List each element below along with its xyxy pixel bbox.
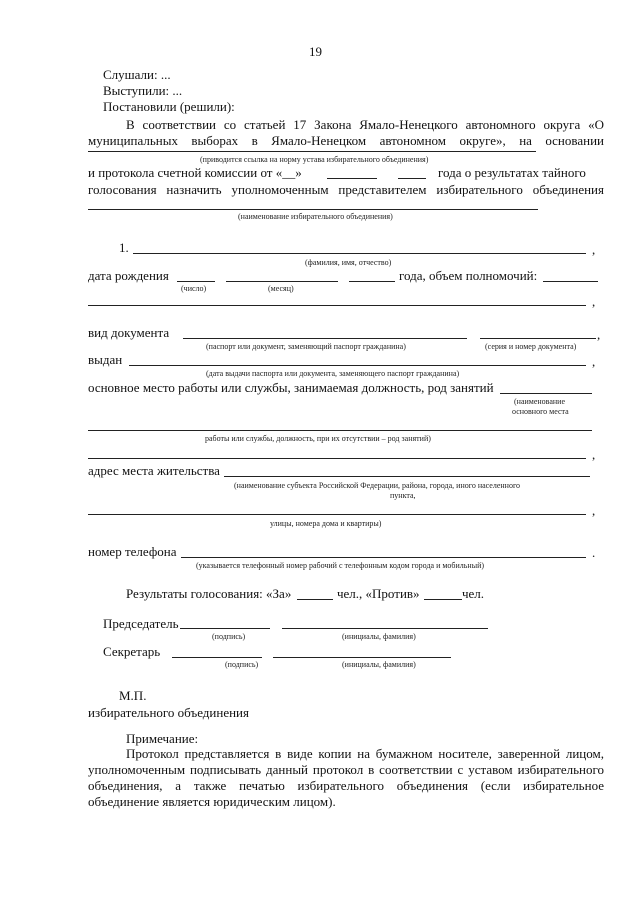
hint-work-a2: основного места bbox=[512, 407, 569, 416]
main-text-line3a: и протокола счетной комиссии от «__» bbox=[88, 165, 302, 180]
hint-norm: (приводится ссылка на норму устава избирательного объединения) bbox=[200, 155, 429, 164]
address-label: адрес места жительства bbox=[88, 463, 220, 478]
year-label: года, объем полномочий: bbox=[399, 268, 538, 283]
work-line[interactable] bbox=[500, 393, 592, 394]
stamp-org: избирательного объединения bbox=[88, 705, 249, 720]
hint-addr-3: улицы, номера дома и квартиры) bbox=[270, 519, 382, 528]
chair-hint-initials: (инициалы, фамилия) bbox=[342, 632, 416, 641]
secretary-label: Секретарь bbox=[103, 644, 161, 659]
hint-work-a1: (наименование bbox=[514, 397, 566, 406]
address-line[interactable] bbox=[224, 476, 590, 477]
hint-fio: (фамилия, имя, отчество) bbox=[305, 258, 392, 267]
birth-label: дата рождения bbox=[88, 268, 169, 283]
comma-2: , bbox=[592, 294, 596, 309]
powers-line[interactable] bbox=[543, 281, 598, 282]
fio-line[interactable] bbox=[133, 253, 586, 254]
chair-name-line[interactable] bbox=[282, 628, 488, 629]
hint-phone: (указывается телефонный номер рабочий с телефонным кодом города и мобильный) bbox=[196, 561, 485, 570]
doc-series-line[interactable] bbox=[480, 338, 596, 339]
birth-year-line[interactable] bbox=[349, 281, 395, 282]
org-name-line[interactable] bbox=[88, 209, 538, 210]
note-text: Протокол представляется в виде копии на бумажном носителе, заверенной лицом, уполномоченным подписывать данный протокол в соответствии с уставом избирательного объединения, а также печатью избирательного объединения (если избирательное объединение является юридическим лицом). bbox=[88, 746, 604, 809]
hint-org-name: (наименование избирательного объединения) bbox=[238, 212, 393, 221]
doc-label: вид документа bbox=[88, 325, 170, 340]
chair-hint-sign: (подпись) bbox=[212, 632, 246, 641]
issued-line[interactable] bbox=[129, 365, 586, 366]
address-line-2[interactable] bbox=[88, 514, 586, 515]
chair-label: Председатель bbox=[103, 616, 179, 631]
hint-addr-2: пункта, bbox=[390, 491, 416, 500]
comma-4: , bbox=[592, 354, 596, 369]
stamp-mp: М.П. bbox=[119, 688, 147, 703]
secretary-name-line[interactable] bbox=[273, 657, 451, 658]
secretary-hint-sign: (подпись) bbox=[225, 660, 259, 669]
voting-label: Результаты голосования: «За» bbox=[126, 586, 292, 601]
resolved-label: Постановили (решили): bbox=[103, 99, 235, 114]
votes-against-line[interactable] bbox=[424, 599, 462, 600]
spoke-label: Выступили: ... bbox=[103, 83, 183, 98]
phone-label: номер телефона bbox=[88, 544, 177, 559]
hint-month: (месяц) bbox=[268, 284, 294, 293]
hint-addr-1: (наименование субъекта Российской Федерации, района, города, иного населенного bbox=[234, 481, 521, 490]
powers-line-2[interactable] bbox=[88, 305, 586, 306]
comma-3: , bbox=[597, 327, 601, 342]
hint-issued: (дата выдачи паспорта или документа, заменяющего паспорт гражданина) bbox=[206, 369, 460, 378]
main-text-line4: голосования назначить уполномоченным представителем избирательного объединения bbox=[88, 182, 604, 197]
date-year-line[interactable] bbox=[398, 178, 426, 179]
comma-6: , bbox=[592, 503, 596, 518]
norm-line[interactable] bbox=[88, 151, 536, 152]
date-month-line[interactable] bbox=[327, 178, 377, 179]
secretary-sign-line[interactable] bbox=[172, 657, 262, 658]
hint-doc: (паспорт или документ, заменяющий паспорт гражданина) bbox=[206, 342, 406, 351]
doc-type-line[interactable] bbox=[183, 338, 467, 339]
person-number: 1. bbox=[119, 240, 129, 255]
heard-label: Слушали: ... bbox=[103, 67, 171, 82]
votes-for-line[interactable] bbox=[297, 599, 333, 600]
voting-people-label: чел. bbox=[462, 586, 485, 601]
secretary-hint-initials: (инициалы, фамилия) bbox=[342, 660, 416, 669]
work-line-2[interactable] bbox=[88, 430, 592, 431]
work-label: основное место работы или службы, занимаемая должность, род занятий bbox=[88, 380, 494, 395]
hint-work-b: работы или службы, должность, при их отсутствии – род занятий) bbox=[205, 434, 431, 443]
comma-5: , bbox=[592, 447, 596, 462]
voting-against-label: чел., «Против» bbox=[337, 586, 420, 601]
issued-label: выдан bbox=[88, 352, 123, 367]
birth-month-line[interactable] bbox=[226, 281, 338, 282]
phone-end: . bbox=[592, 545, 596, 560]
main-text-line2: муниципальных выборах в Ямало-Ненецком автономном округе», на основании bbox=[88, 133, 604, 148]
work-line-3[interactable] bbox=[88, 458, 586, 459]
hint-day: (число) bbox=[181, 284, 207, 293]
birth-day-line[interactable] bbox=[177, 281, 215, 282]
page-number: 19 bbox=[309, 44, 322, 59]
phone-line[interactable] bbox=[181, 557, 586, 558]
chair-sign-line[interactable] bbox=[180, 628, 270, 629]
main-text-line1: В соответствии со статьей 17 Закона Ямало-Ненецкого автономного округа «О bbox=[126, 117, 604, 132]
note-title: Примечание: bbox=[126, 731, 199, 746]
main-text-line3b: года о результатах тайного bbox=[438, 165, 586, 180]
hint-series: (серия и номер документа) bbox=[485, 342, 577, 351]
comma-1: , bbox=[592, 242, 596, 257]
